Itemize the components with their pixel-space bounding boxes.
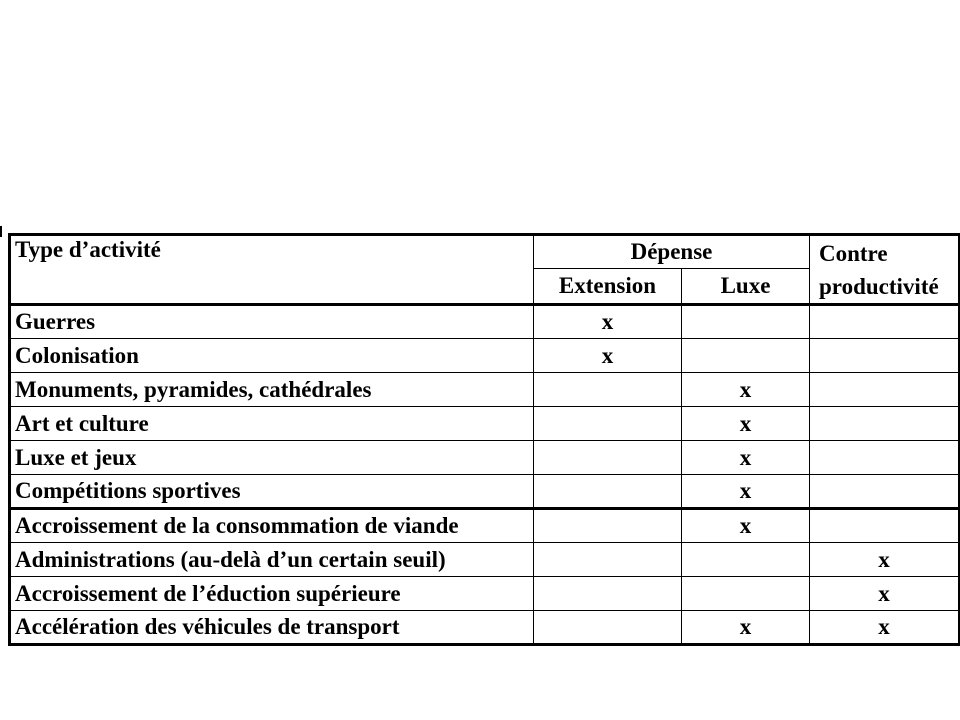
row-label-cell: Luxe et jeux <box>10 441 534 475</box>
table-row <box>10 339 960 373</box>
luxe-mark-cell <box>682 543 810 577</box>
contre-mark-cell <box>810 305 960 339</box>
row-label-cell: Accroissement de l’éduction supérieure <box>10 577 534 611</box>
header-cell-luxe: Luxe <box>682 269 810 305</box>
luxe-mark-cell: x <box>682 373 810 407</box>
extension-mark-cell <box>534 509 682 543</box>
contre-mark-cell: x <box>810 611 960 645</box>
contre-mark-cell <box>810 475 960 509</box>
header-cell-extension: Extension <box>534 269 682 305</box>
header-cell-depense: Dépense <box>534 235 810 269</box>
luxe-mark-cell: x <box>682 611 810 645</box>
luxe-mark-cell: x <box>682 509 810 543</box>
contre-mark-cell <box>810 509 960 543</box>
extension-mark-cell <box>534 441 682 475</box>
extension-mark-cell <box>534 543 682 577</box>
row-label-cell: Accroissement de la consommation de viande <box>10 509 534 543</box>
contre-mark-cell <box>810 339 960 373</box>
row-label-cell: Guerres <box>10 305 534 339</box>
row-label-cell: Colonisation <box>10 339 534 373</box>
contre-mark-cell <box>810 373 960 407</box>
contre-mark-cell: x <box>810 543 960 577</box>
row-label-cell: Compétitions sportives <box>10 475 534 509</box>
luxe-mark-cell: x <box>682 441 810 475</box>
contre-mark-cell <box>810 407 960 441</box>
table-row <box>10 509 960 543</box>
header-cell-contre: Contre productivité <box>810 235 960 305</box>
luxe-mark-cell <box>682 305 810 339</box>
luxe-mark-cell <box>682 339 810 373</box>
header-row-1 <box>10 235 960 269</box>
extension-mark-cell <box>534 475 682 509</box>
contre-mark-cell <box>810 441 960 475</box>
edge-scan-artifact <box>0 226 2 237</box>
extension-mark-cell <box>534 577 682 611</box>
extension-mark-cell <box>534 611 682 645</box>
extension-mark-cell <box>534 407 682 441</box>
extension-mark-cell <box>534 373 682 407</box>
row-label-cell: Art et culture <box>10 407 534 441</box>
contre-mark-cell: x <box>810 577 960 611</box>
table-row <box>10 475 960 509</box>
row-label-cell: Administrations (au-delà d’un certain seuil) <box>10 543 534 577</box>
table-row <box>10 543 960 577</box>
extension-mark-cell: x <box>534 339 682 373</box>
table-row <box>10 373 960 407</box>
table-row <box>10 441 960 475</box>
row-label-cell: Monuments, pyramides, cathédrales <box>10 373 534 407</box>
luxe-mark-cell: x <box>682 475 810 509</box>
row-label-cell: Accélération des véhicules de transport <box>10 611 534 645</box>
table-row <box>10 577 960 611</box>
luxe-mark-cell <box>682 577 810 611</box>
activity-table <box>8 233 960 646</box>
table-row <box>10 407 960 441</box>
luxe-mark-cell: x <box>682 407 810 441</box>
table-row <box>10 305 960 339</box>
header-cell-activity: Type d’activité <box>10 235 534 305</box>
extension-mark-cell: x <box>534 305 682 339</box>
table-row <box>10 611 960 645</box>
